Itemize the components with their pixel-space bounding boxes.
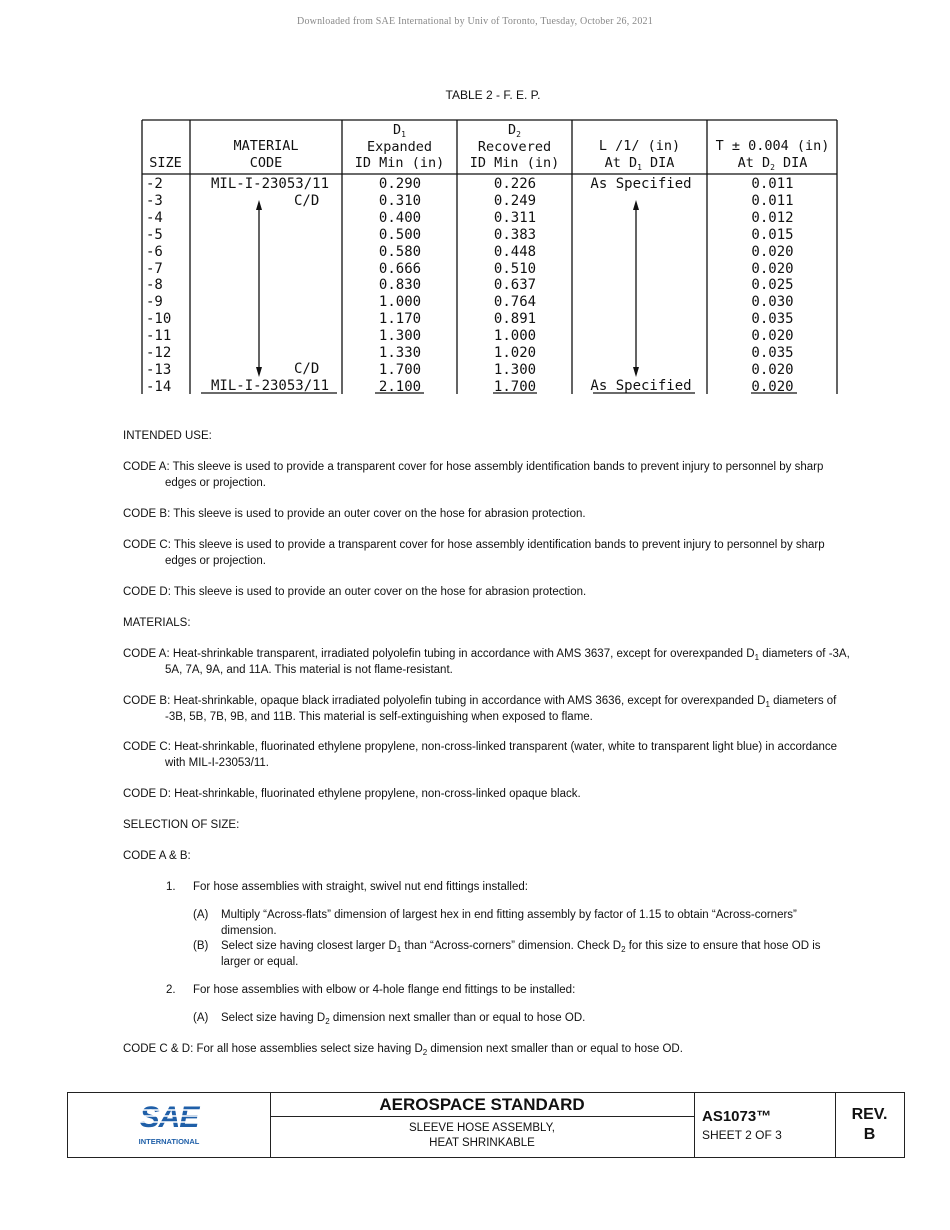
d1-cell: 0.580 <box>378 243 422 260</box>
standard-type: AEROSPACE STANDARD <box>270 1093 694 1117</box>
t-cell: 0.011 <box>751 192 794 209</box>
table-row <box>141 311 838 328</box>
t-cell: 0.015 <box>751 226 794 243</box>
d1-cell: 0.400 <box>378 209 422 226</box>
revision-value: B <box>863 1126 876 1143</box>
d1-cell: 0.830 <box>378 277 422 294</box>
intended-use-code-d: CODE D: This sleeve is used to provide an outer cover on the hose for abrasion protection. <box>123 586 587 598</box>
material-cd-bottom: C/D <box>294 361 320 377</box>
logo-subtext: INTERNATIONAL <box>138 1137 200 1146</box>
size-cell: -9 <box>146 294 163 311</box>
material-cd-top-row <box>141 193 838 210</box>
d2-cell: 0.249 <box>493 192 537 209</box>
selection-code-cd: CODE C & D: For all hose assemblies select size having $D_2$ dimension next smaller than or equal to hose OD. <box>123 1043 683 1057</box>
fep-table <box>141 119 838 394</box>
d2-cell: 0.311 <box>493 209 537 226</box>
table-row <box>141 210 838 227</box>
material-cd-top: C/D <box>294 193 320 209</box>
sae-logo-icon <box>68 1093 270 1157</box>
size-cell: -8 <box>146 277 163 294</box>
size-cell: -13 <box>146 361 172 378</box>
t-cell: 0.020 <box>751 260 794 277</box>
size-cell: -7 <box>146 260 163 277</box>
d2-cell: 0.383 <box>493 226 537 243</box>
selection-item-1b: (B) Select size having closest larger $D_1$ than “Across-corners” dimension. Check $D_2$ for this size to ensure that hose OD is larger or equal. <box>193 940 821 968</box>
header-d2: $D_2$ Recovered ID Min (in) <box>469 122 560 171</box>
header-d1: $D_1$ Expanded ID Min (in) <box>354 122 445 171</box>
materials-heading: MATERIALS: <box>123 617 191 629</box>
document-number-cell <box>694 1093 836 1157</box>
size-cell: -5 <box>146 226 163 243</box>
size-cell: -3 <box>146 192 163 209</box>
d1-cell: 0.310 <box>378 192 422 209</box>
d1-cell: 0.500 <box>378 226 422 243</box>
header-material: MATERIAL CODE <box>233 138 299 171</box>
intended-use-code-b: CODE B: This sleeve is used to provide an outer cover on the hose for abrasion protection. <box>123 508 586 520</box>
size-cell: -4 <box>146 209 163 226</box>
table-row <box>141 345 838 362</box>
size-cell: -10 <box>146 311 172 328</box>
material-labels-bottom <box>141 378 838 395</box>
title-block <box>67 1092 905 1158</box>
table-row <box>141 328 838 345</box>
title-block-middle <box>270 1093 695 1157</box>
t-cell: 0.012 <box>751 209 794 226</box>
t-cell: 0.035 <box>751 311 794 328</box>
download-note: Downloaded from SAE International by Univ of Toronto, Tuesday, October 26, 2021 <box>297 16 653 27</box>
d1-cell: 1.000 <box>378 294 422 311</box>
size-cell: -6 <box>146 243 163 260</box>
d1-cell: 0.290 <box>378 176 422 192</box>
d1-cell: 1.170 <box>378 311 422 328</box>
d1-cell: 2.100 <box>378 378 422 395</box>
t-cell: 0.011 <box>751 176 794 192</box>
size-cell: -11 <box>146 328 172 345</box>
intended-use-code-c: CODE C: This sleeve is used to provide a transparent cover for hose assembly identification bands to prevent injury to personnel by sharp edges or projection. <box>123 539 825 567</box>
sae-logo <box>68 1093 271 1157</box>
material-first: MIL-I-23053/11 <box>211 176 330 192</box>
selection-code-ab: CODE A & B: <box>123 850 191 862</box>
table-row <box>141 244 838 261</box>
table-row <box>141 277 838 294</box>
intended-use-code-a: CODE A: This sleeve is used to provide a transparent cover for hose assembly identification bands to prevent injury to personnel by sharp edges or projection. <box>123 461 824 489</box>
document-title: SLEEVE HOSE ASSEMBLY, HEAT SHRINKABLE <box>409 1122 555 1149</box>
table-row <box>141 261 838 278</box>
t-cell: 0.020 <box>751 361 794 378</box>
intended-use-heading: INTENDED USE: <box>123 430 212 442</box>
t-cell: 0.030 <box>751 294 794 311</box>
header-t: T ± 0.004 (in) At $D_2$ DIA <box>715 138 830 172</box>
selection-item-1a: (A) Multiply “Across-flats” dimension of largest hex in end fitting assembly by factor of 1.15 to obtain “Across-corners” dimension. <box>193 909 797 937</box>
t-cell: 0.020 <box>751 378 794 395</box>
table-row <box>141 227 838 244</box>
selection-heading: SELECTION OF SIZE: <box>123 819 240 831</box>
l-last: As Specified <box>590 378 692 394</box>
d1-cell: 0.666 <box>378 260 422 277</box>
material-last: MIL-I-23053/11 <box>211 378 330 394</box>
d2-cell: 1.000 <box>493 328 537 345</box>
d1-cell: 1.300 <box>378 328 422 345</box>
d2-cell: 1.020 <box>493 345 537 361</box>
revision-cell <box>835 1093 904 1157</box>
d2-cell: 0.510 <box>493 260 537 277</box>
table-row <box>141 294 838 311</box>
table-title: TABLE 2 - F. E. P. <box>445 88 541 102</box>
materials-code-c: CODE C: Heat-shrinkable, fluorinated ethylene propylene, non-cross-linked transparent (water, white to transparent light blue) in accordance with MIL-I-23053/11. <box>123 741 838 769</box>
revision-label: REV. <box>851 1106 888 1123</box>
size-cell: -14 <box>146 378 172 395</box>
material-cd-bottom-row <box>141 361 838 378</box>
header-l: L /1/ (in) At $D_1$ DIA <box>598 138 681 172</box>
d2-cell: 0.891 <box>493 311 537 328</box>
t-cell: 0.035 <box>751 345 794 361</box>
selection-item-2a: (A) Select size having $D_2$ dimension next smaller than or equal to hose OD. <box>193 1012 586 1026</box>
materials-code-a: CODE A: Heat-shrinkable transparent, irradiated polyolefin tubing in accordance with AMS 3637, except for overexpanded $D_1$ diameters of -3A, 5A, 7A, 9A, and 11A. This material is not flame-resistant. <box>123 648 850 676</box>
size-cell: -2 <box>146 176 163 192</box>
d2-cell: 0.637 <box>493 277 537 294</box>
t-cell: 0.020 <box>751 243 794 260</box>
t-cell: 0.020 <box>751 328 794 345</box>
header-size: SIZE <box>149 155 182 171</box>
document-number: AS1073™ <box>702 1108 772 1125</box>
material-labels-top <box>141 176 838 193</box>
l-first: As Specified <box>590 176 692 192</box>
materials-code-b: CODE B: Heat-shrinkable, opaque black irradiated polyolefin tubing in accordance with AMS 3636, except for overexpanded $D_1$ diameters of -3B, 5B, 7B, 9B, and 11B. This material is self-extinguishing when exposed to flame. <box>123 695 837 723</box>
t-cell: 0.025 <box>751 277 794 294</box>
d1-cell: 1.700 <box>378 361 422 378</box>
materials-code-d: CODE D: Heat-shrinkable, fluorinated ethylene propylene, non-cross-linked opaque black. <box>123 788 581 800</box>
d2-cell: 0.764 <box>493 294 537 311</box>
sheet-number: SHEET 2 OF 3 <box>702 1128 782 1142</box>
d2-cell: 0.226 <box>493 176 537 192</box>
size-cell: -12 <box>146 345 172 361</box>
d2-cell: 1.700 <box>493 378 537 395</box>
logo-wordmark: SAE <box>139 1101 199 1134</box>
d2-cell: 0.448 <box>493 243 537 260</box>
d1-cell: 1.330 <box>378 345 422 361</box>
d2-cell: 1.300 <box>493 361 537 378</box>
